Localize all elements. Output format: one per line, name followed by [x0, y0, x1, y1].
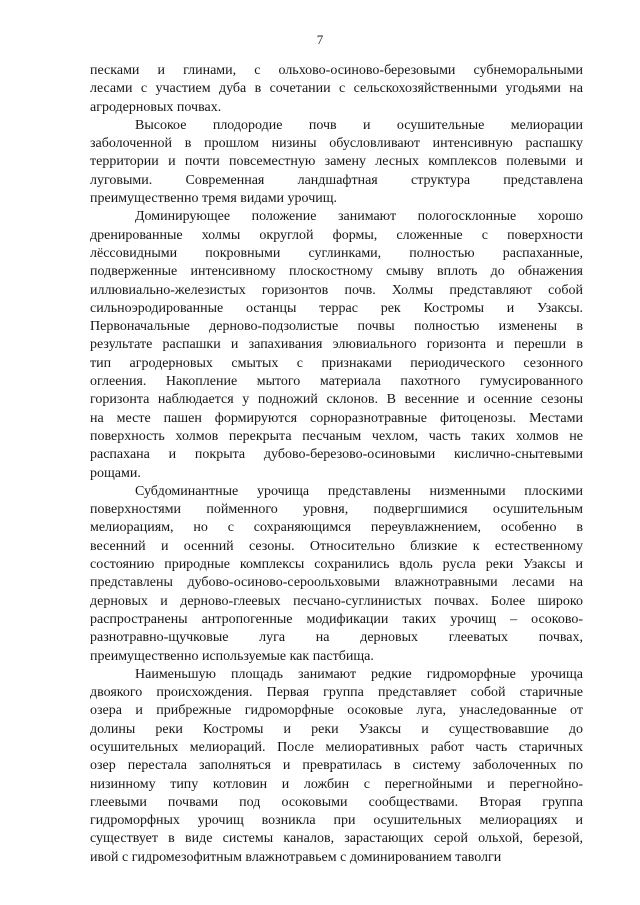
- text-line: рощами.: [90, 465, 141, 481]
- text-line: на месте пашен формируются сорноразнотравные фитоценозы. Местами: [90, 410, 583, 426]
- text-line: иллювиально-железистых горизонтов почв. Холмы представляют собой: [90, 282, 583, 298]
- text-line: тип агродерновых смытых с признаками периодического сезонного: [90, 355, 583, 371]
- text-line: низинному типу котловин и ложбин с перегнойными и перегнойно-: [90, 776, 583, 792]
- text-line: песками и глинами, с ольхово-осиново-березовыми субнеморальными: [90, 63, 583, 78]
- text-line: озера и прибрежные гидроморфные осоковые луга, унаследованные от: [90, 703, 583, 719]
- text-line: мелиорациям, но с сохраняющимся переувлажнением, особенно в: [90, 520, 583, 536]
- text-line: распространены антропогенные модификации таких урочищ – осоково-: [90, 611, 583, 627]
- page-number: 7: [316, 32, 324, 47]
- text-line: поверхность холмов перекрыта песчаным чехлом, часть таких холмов не: [90, 428, 583, 444]
- text-line: сильноэродированные останцы террас рек Костромы и Узаксы.: [90, 300, 583, 316]
- text-line: состоянию природные комплексы сохранились вдоль русла реки Узаксы и: [90, 557, 583, 573]
- body-text: [90, 62, 583, 867]
- text-line: Первоначальные дерново-подзолистые почвы полностью изменены в: [90, 319, 583, 335]
- text-line: оглеения. Накопление мытого материала пахотного гумусированного: [90, 374, 583, 390]
- text-line: двоякого происхождения. Первая группа представляет собой старичные: [90, 685, 583, 701]
- text-line: лёссовидными покровными суглинками, полностью распаханные,: [90, 245, 583, 261]
- text-line: озер перестала заполняться и превратилась в систему заболоченных по: [90, 758, 583, 774]
- text-line: результате распашки и запахивания элювиального горизонта и перешли в: [90, 337, 583, 353]
- text-line: долины реки Костромы и реки Узаксы и существовавшие до: [90, 721, 583, 737]
- text-line: лесами с участием дуба в сочетании с сельскохозяйственными угодьями на: [90, 81, 583, 97]
- text-line: весенний и осенний сезоны. Относительно близкие к естественному: [90, 538, 583, 554]
- text-line: разнотравно-щучковые луга на дерновых глееватых почвах,: [90, 630, 583, 646]
- text-line: территории и почти повсеместную замену лесных комплексов полевыми и: [90, 154, 583, 170]
- text-line: дренированные холмы округлой формы, сложенные с поверхности: [90, 227, 583, 243]
- text-line: представлены дубово-осиново-сероольховыми влажнотравными лесами на: [90, 575, 583, 591]
- text-line: гидроморфных урочищ возникла при осушительных мелиорациях и: [90, 813, 583, 829]
- text-line: Высокое плодородие почв и осушительные мелиорации: [135, 117, 583, 133]
- text-line: дерновых и дерново-глеевых песчано-суглинистых почвах. Более широко: [90, 593, 583, 609]
- text-line: агродерновых почвах.: [90, 99, 222, 115]
- text-line: ивой с гидромезофитным влажнотравьем с доминированием таволги: [90, 849, 502, 865]
- text-line: Субдоминантные урочища представлены низменными плоскими: [135, 483, 583, 499]
- text-line: преимущественно используемые как пастбища.: [90, 648, 374, 664]
- paragraph: [90, 208, 583, 482]
- text-line: Наименьшую площадь занимают редкие гидроморфные урочища: [135, 666, 583, 682]
- text-line: глеевыми почвами под осоковыми сообществами. Вторая группа: [90, 794, 583, 810]
- text-line: луговыми. Современная ландшафтная структура представлена: [90, 172, 583, 188]
- paragraph: [90, 666, 583, 867]
- text-line: горизонта наблюдается у подножий склонов. В весенние и осенние сезоны: [90, 392, 583, 408]
- paragraph: [90, 483, 583, 666]
- text-line: существует в виде системы каналов, зарастающих серой ольхой, березой,: [90, 831, 583, 847]
- text-line: распахана и покрыта дубово-березово-осиновыми кислично-снытевыми: [90, 447, 583, 463]
- text-line: заболоченной в прошлом низины обусловливают интенсивную распашку: [90, 136, 583, 152]
- text-line: подверженные интенсивному плоскостному смыву вплоть до обнажения: [90, 264, 583, 280]
- text-line: Доминирующее положение занимают пологосклонные хорошо: [135, 209, 583, 225]
- text-line: преимущественно тремя видами урочищ.: [90, 191, 338, 207]
- paragraph: [90, 62, 583, 117]
- paragraph: [90, 117, 583, 208]
- text-line: осушительных мелиораций. После мелиоративных работ часть старичных: [90, 739, 583, 755]
- text-line: поверхностями пойменного уровня, подвергшимися осушительным: [90, 502, 583, 518]
